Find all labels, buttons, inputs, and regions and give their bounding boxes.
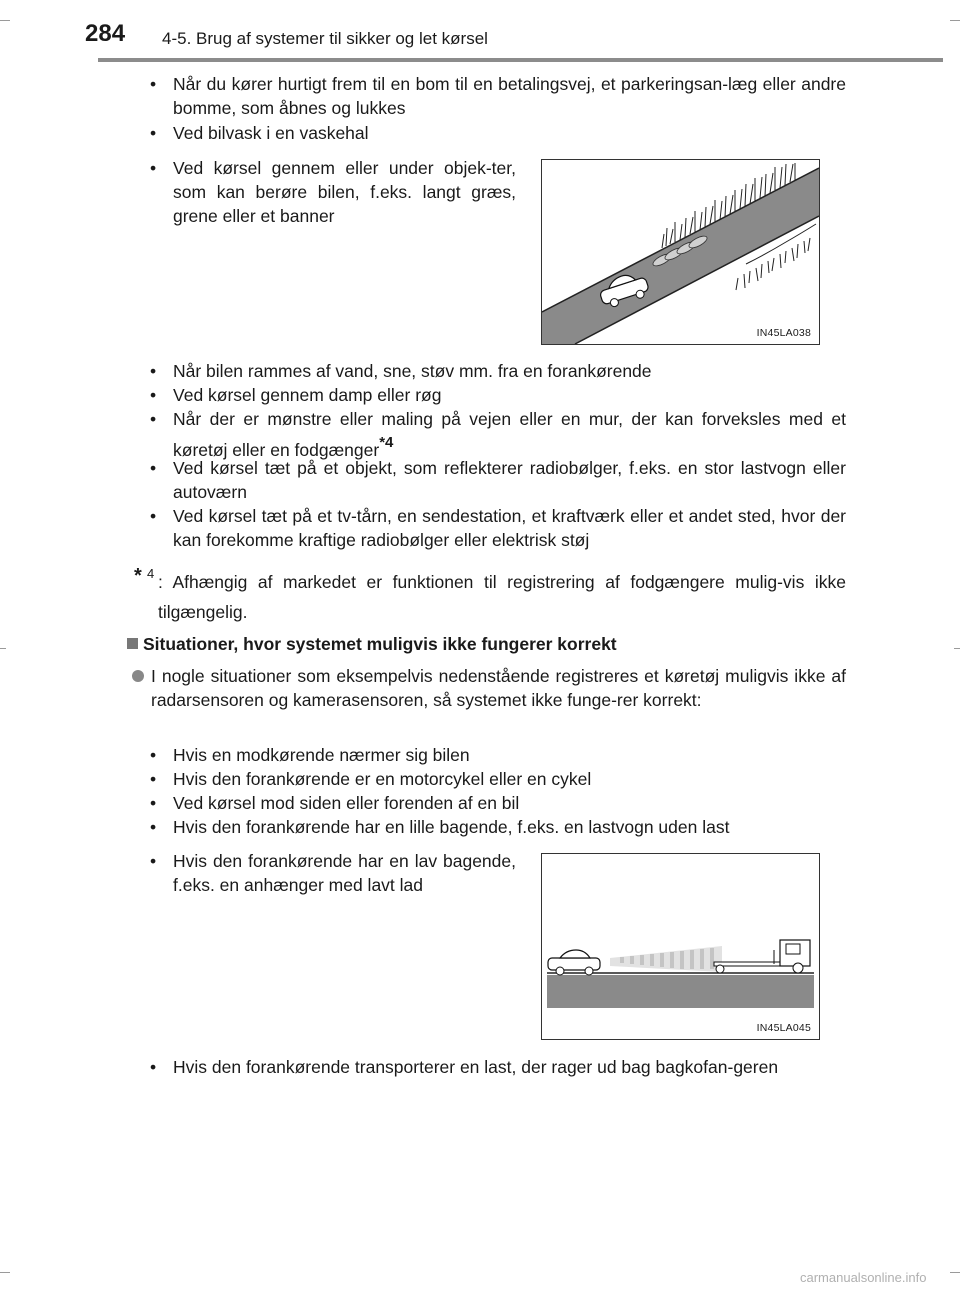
crop-mark — [954, 648, 960, 649]
bullet-dot: • — [150, 1057, 157, 1077]
page-number: 284 — [85, 20, 126, 47]
list-item-text: Ved kørsel tæt på et tv-tårn, en sendestation, et kraftværk eller et andet sted, hvor der kan forekomme kraftige radiobølger eller elektrisk støj — [173, 506, 846, 550]
crop-mark — [0, 1272, 10, 1273]
list-item — [150, 743, 846, 767]
grass-road-drawing — [542, 160, 819, 344]
list-item-text: Ved kørsel gennem damp eller røg — [173, 385, 442, 405]
footnote-number: 4 — [147, 566, 155, 581]
bullet-dot: • — [150, 851, 157, 871]
list-item-text: Hvis den forankørende transporterer en last, der rager ud bag bagkofan-geren — [173, 1057, 779, 1077]
list-item-text: Ved kørsel mod siden eller forenden af en bil — [173, 793, 520, 813]
bullet-dot: • — [150, 123, 157, 143]
illustration-low-trailer — [541, 853, 820, 1040]
bullet-dot: • — [150, 458, 157, 478]
section-intro-text: I nogle situationer som eksempelvis nedenstående registreres et køretøj muligvis ikke af radarsensoren og kamerasensoren, så systemet ikke funge-rer korrekt: — [151, 666, 846, 710]
section-heading-text: Situationer, hvor systemet muligvis ikke fungerer korrekt — [143, 634, 617, 654]
list-item — [150, 121, 846, 145]
list-item-text-wrapper — [173, 407, 846, 462]
list-item — [150, 407, 846, 462]
list-item — [150, 156, 516, 228]
list-item-text: Hvis den forankørende er en motorcykel eller en cykel — [173, 769, 592, 789]
square-bullet-icon — [127, 638, 138, 649]
illustration-grass-road — [541, 159, 820, 345]
list-item — [150, 1055, 846, 1079]
circle-bullet-icon — [132, 670, 144, 682]
list-item — [150, 815, 846, 839]
list-item-text: Når der er mønstre eller maling på vejen eller en mur, der kan forveksles med et køretøj eller en fodgænger — [173, 409, 846, 460]
bullet-dot: • — [150, 74, 157, 94]
page-header-title: 4-5. Brug af systemer til sikker og let kørsel — [162, 29, 488, 48]
bullet-dot: • — [150, 385, 157, 405]
bullet-dot: • — [150, 769, 157, 789]
list-item-text: Hvis den forankørende har en lille bagende, f.eks. en lastvogn uden last — [173, 817, 730, 837]
list-item — [150, 767, 846, 791]
footnote-mark: * — [134, 565, 142, 587]
bullet-dot: • — [150, 409, 157, 429]
list-item — [150, 791, 846, 815]
bullet-dot: • — [150, 817, 157, 837]
crop-mark — [950, 20, 960, 21]
section-intro — [132, 664, 846, 712]
crop-mark — [0, 20, 10, 21]
list-item-text: Når du kører hurtigt frem til en bom til en betalingsvej, et parkeringsan-læg eller andre bomme, som åbnes og lukkes — [173, 74, 846, 118]
list-item — [150, 383, 846, 407]
low-trailer-drawing — [542, 854, 819, 1039]
header-rule — [98, 58, 943, 62]
list-item — [150, 72, 846, 120]
section-heading — [127, 634, 617, 655]
figure-id: IN45LA045 — [756, 1022, 811, 1034]
list-item-text: Ved kørsel tæt på et objekt, som reflekterer radiobølger, f.eks. en stor lastvogn eller autoværn — [173, 458, 846, 502]
footnote — [134, 567, 846, 627]
bullet-dot: • — [150, 506, 157, 526]
list-item — [150, 359, 846, 383]
footnote-reference: *4 — [379, 434, 394, 451]
list-item — [150, 849, 516, 897]
list-item-text: Når bilen rammes af vand, sne, støv mm. fra en forankørende — [173, 361, 652, 381]
list-item — [150, 504, 846, 552]
figure-id: IN45LA038 — [756, 327, 811, 339]
list-item-text: Ved kørsel gennem eller under objek-ter, som kan berøre bilen, f.eks. langt græs, grene eller et banner — [173, 158, 516, 226]
footnote-text: : Afhængig af markedet er funktionen til registrering af fodgængere mulig-vis ikke tilgængelig. — [158, 572, 846, 622]
crop-mark — [950, 1272, 960, 1273]
bullet-dot: • — [150, 158, 157, 178]
list-item-text: Hvis en modkørende nærmer sig bilen — [173, 745, 470, 765]
watermark: carmanualsonline.info — [800, 1270, 927, 1285]
bullet-dot: • — [150, 793, 157, 813]
list-item-text: Ved bilvask i en vaskehal — [173, 123, 369, 143]
bullet-dot: • — [150, 745, 157, 765]
list-item-text: Hvis den forankørende har en lav bagende, f.eks. en anhænger med lavt lad — [173, 851, 516, 895]
bullet-dot: • — [150, 361, 157, 381]
crop-mark — [0, 648, 6, 649]
list-item — [150, 456, 846, 504]
